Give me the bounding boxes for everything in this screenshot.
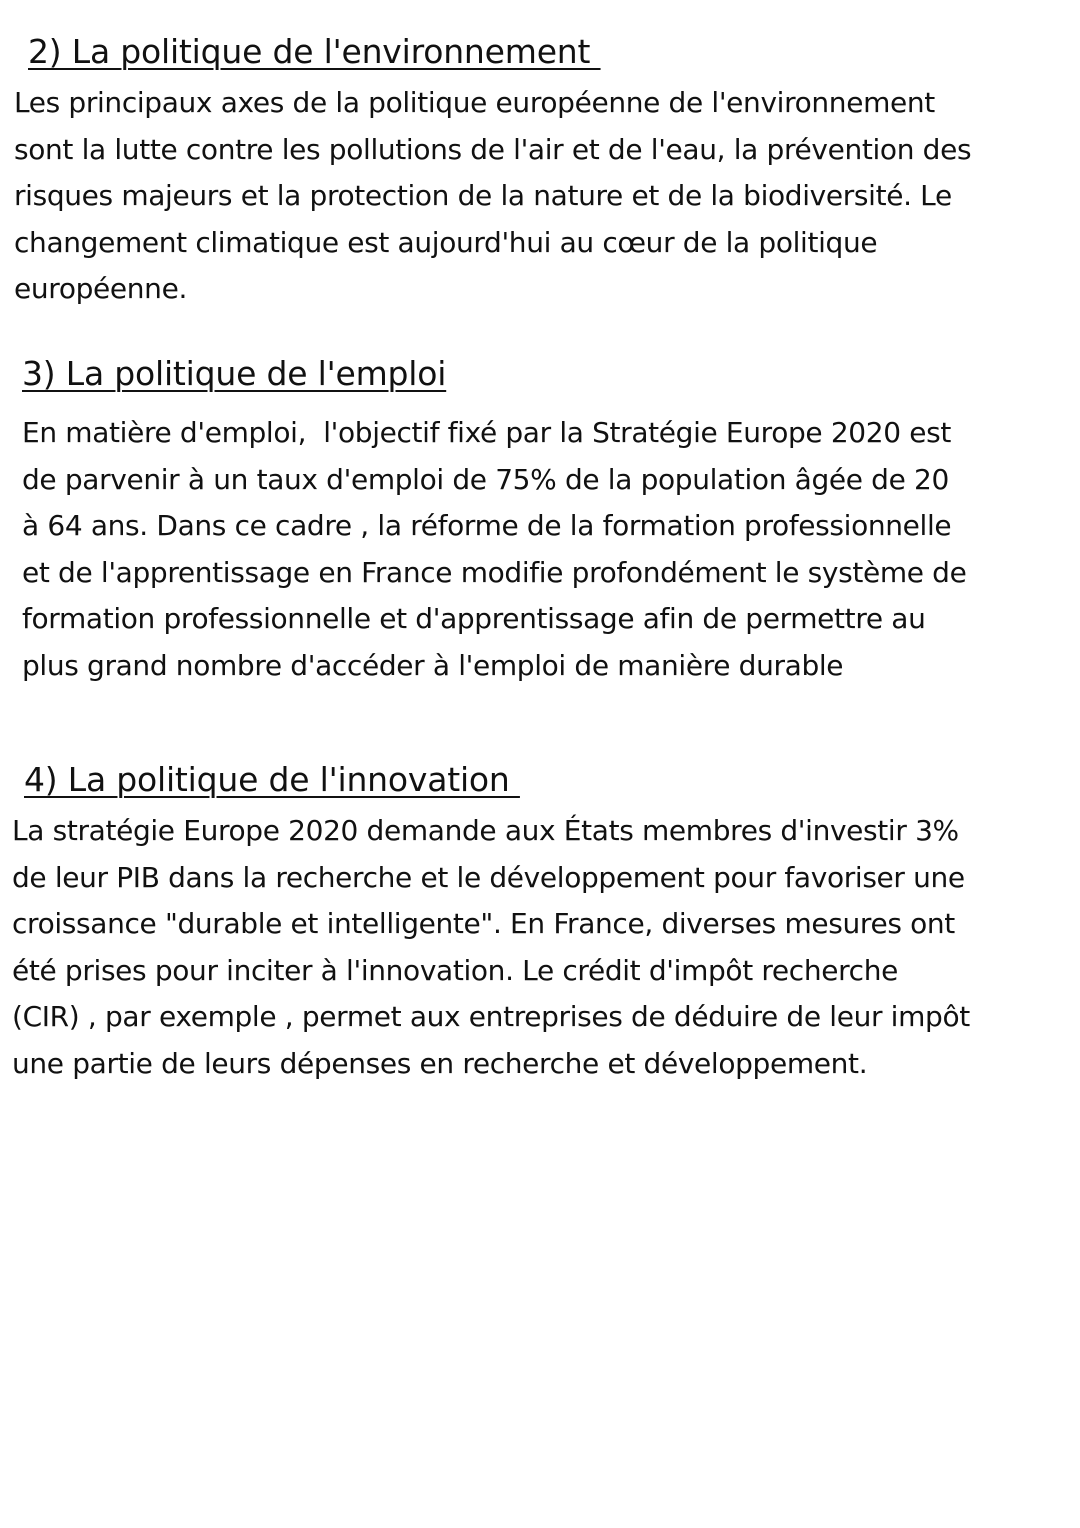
section-heading-environment: 2) La politique de l'environnement — [28, 32, 601, 71]
text-line: En matière d'emploi, l'objectif fixé par la Stratégie Europe 2020 est — [22, 416, 951, 449]
section-body-employment — [22, 410, 1060, 689]
text-line: été prises pour inciter à l'innovation. Le crédit d'impôt recherche — [12, 953, 898, 987]
section-heading-innovation: 4) La politique de l'innovation — [24, 760, 520, 799]
text-line: européenne. — [14, 272, 187, 305]
text-line: à 64 ans. Dans ce cadre , la réforme de la formation professionnelle — [22, 509, 952, 542]
text-line: sont la lutte contre les pollutions de l'air et de l'eau, la prévention des — [14, 132, 972, 166]
section-heading-employment: 3) La politique de l'emploi — [22, 354, 447, 393]
section-innovation — [0, 758, 1060, 1087]
section-employment — [0, 352, 1060, 689]
text-line: une partie de leurs dépenses en recherche et développement. — [12, 1046, 868, 1080]
text-line: changement climatique est aujourd'hui au cœur de la politique — [14, 225, 878, 259]
section-body-innovation — [12, 808, 1060, 1087]
text-line: de parvenir à un taux d'emploi de 75% de la population âgée de 20 — [22, 462, 949, 496]
text-line: croissance "durable et intelligente". En France, diverses mesures ont — [12, 907, 955, 940]
text-line: Les principaux axes de la politique européenne de l'environnement — [14, 86, 935, 119]
section-body-environment — [14, 80, 1060, 313]
text-line: formation professionnelle et d'apprentissage afin de permettre au — [22, 602, 926, 635]
text-line: plus grand nombre d'accéder à l'emploi de manière durable — [22, 648, 844, 682]
text-line: (CIR) , par exemple , permet aux entreprises de déduire de leur impôt — [12, 1000, 970, 1033]
text-line: La stratégie Europe 2020 demande aux États membres d'investir 3% — [12, 814, 959, 847]
text-line: de leur PIB dans la recherche et le développement pour favoriser une — [12, 860, 965, 894]
text-line: et de l'apprentissage en France modifie profondément le système de — [22, 555, 967, 589]
section-environment — [0, 30, 1060, 313]
text-line: risques majeurs et la protection de la nature et de la biodiversité. Le — [14, 179, 952, 212]
